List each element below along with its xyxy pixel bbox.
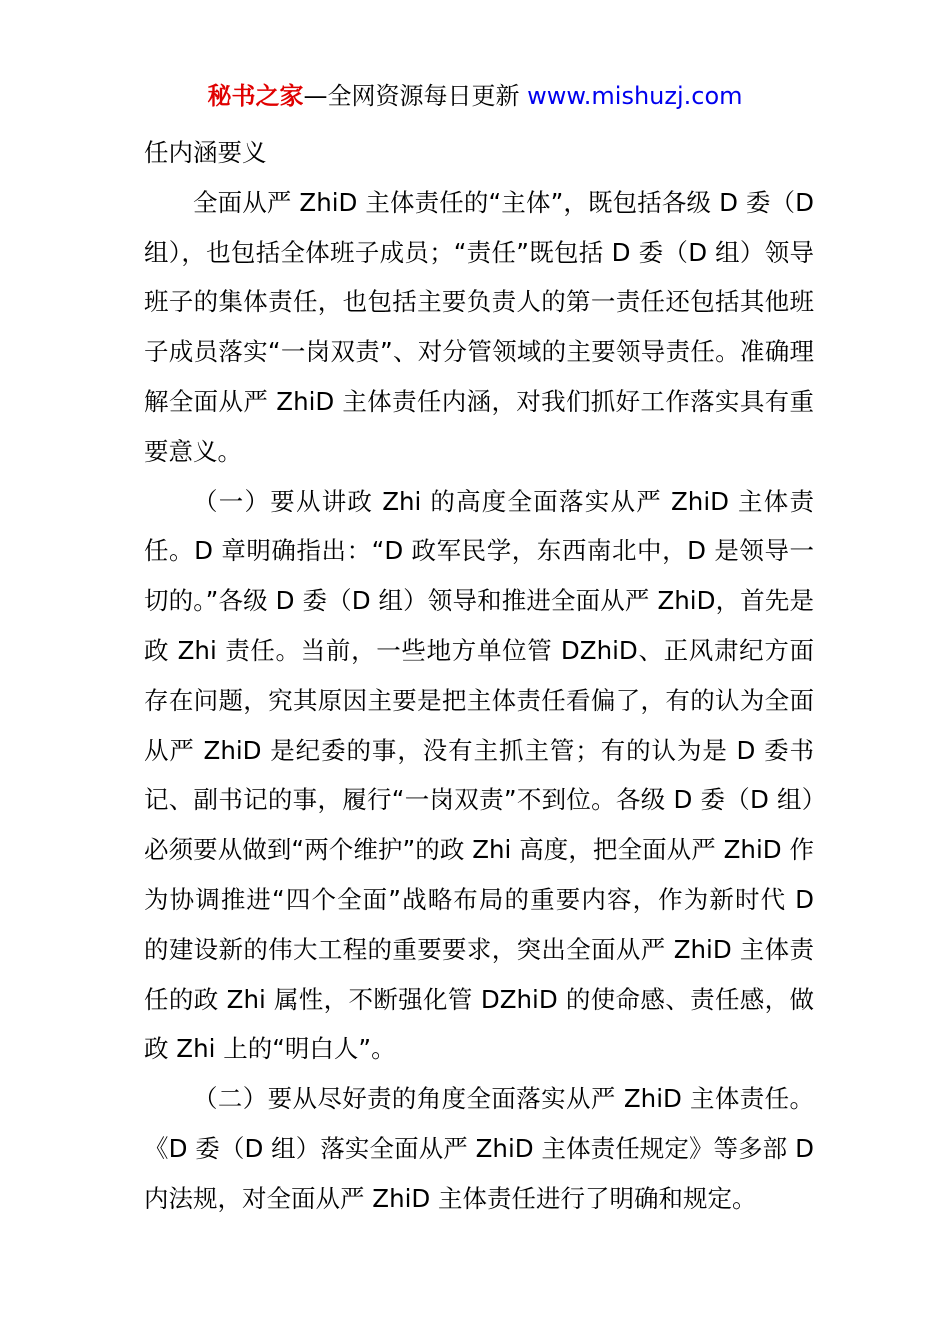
page-header <box>0 80 950 112</box>
paragraph-point-one: （一）要从讲政 Zhi 的高度全面落实从严 ZhiD 主体责任。D 章明确指出：“D 政军民学，东西南北中，D 是领导一切的。”各级 D 委（D 组）领导和推进全面从严 ZhiD，首先是政 Zhi 责任。当前，一些地方单位管 DZhiD、正风肃纪方面存在问题，究其原因主要是把主体责任看偏了，有的认为全面从严 ZhiD 是纪委的事，没有主抓主管；有的认为是 D 委书记、副书记的事，履行“一岗双责”不到位。各级 D 委（D 组）必须要从做到“两个维护”的政 Zhi 高度，把全面从严 ZhiD 作为协调推进“四个全面”战略布局的重要内容，作为新时代 D 的建设新的伟大工程的重要要求，突出全面从严 ZhiD 主体责任的政 Zhi 属性，不断强化管 DZhiD 的使命感、责任感，做政 Zhi 上的“明白人”。 <box>144 486 814 1064</box>
site-brand: 秘书之家 <box>207 82 304 110</box>
paragraph-intro: 全面从严 ZhiD 主体责任的“主体”，既包括各级 D 委（D 组），也包括全体班子成员；“责任”既包括 D 委（D 组）领导班子的集体责任，也包括主要负责人的第一责任还包括其他班子成员落实“一岗双责”、对分管领域的主要领导责任。准确理解全面从严 ZhiD 主体责任内涵，对我们抓好工作落实具有重要意义。 <box>144 187 814 466</box>
site-url-link[interactable]: www.mishuzj.com <box>527 82 743 110</box>
paragraph-point-two: （二）要从尽好责的角度全面落实从严 ZhiD 主体责任。《D 委（D 组）落实全面从严 ZhiD 主体责任规定》等多部 D 内法规，对全面从严 ZhiD 主体责任进行了明确和规定。 <box>144 1084 814 1213</box>
section-title-fragment: 任内涵要义 <box>144 138 267 167</box>
site-tagline: —全网资源每日更新 <box>303 82 520 110</box>
document-body <box>144 128 814 1224</box>
